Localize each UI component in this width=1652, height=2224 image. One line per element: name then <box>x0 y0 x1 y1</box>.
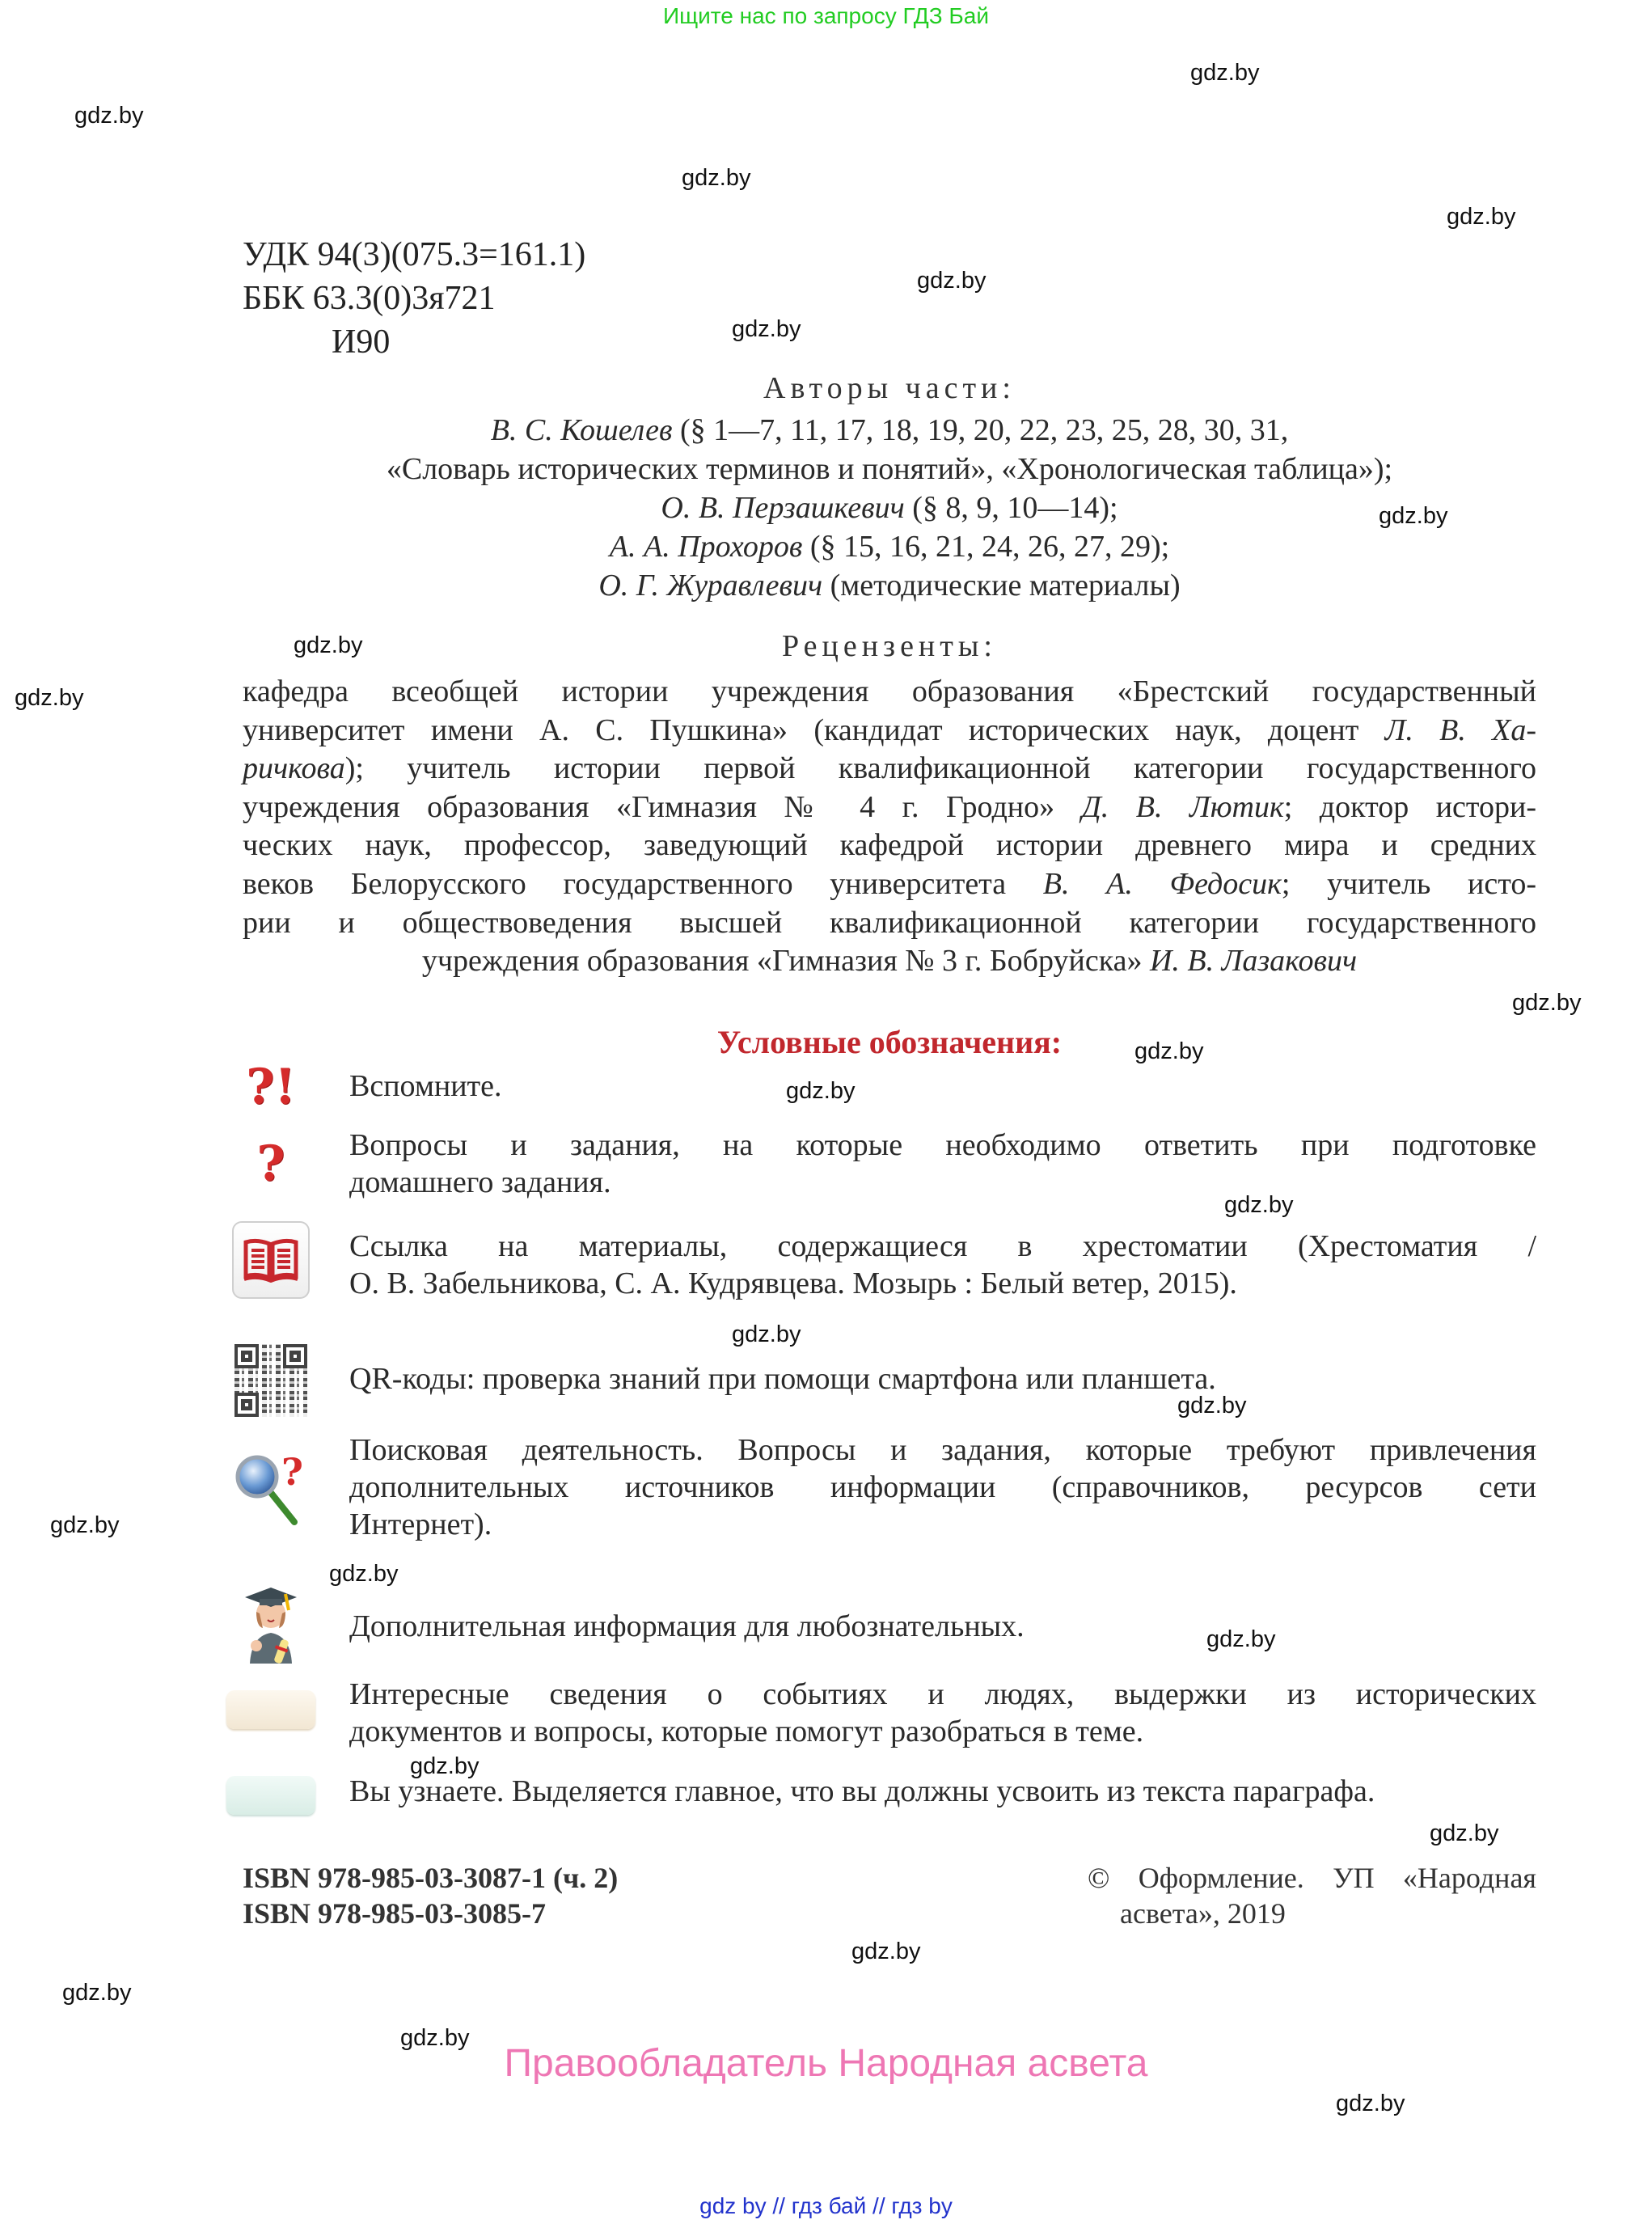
reviewer-line: рии и обществоведения высшей квалификационной категории государственного <box>243 905 1536 940</box>
rights-holder: Правообладатель Народная асвета <box>504 2042 1148 2085</box>
reviewer-line: университет имени А. С. Пушкина» (кандидат исторических наук, доцент Л. В. Ха- <box>243 712 1536 747</box>
watermark: gdz.by <box>1177 1393 1247 1419</box>
classification-codes <box>243 233 585 364</box>
magnifier-question-icon <box>226 1431 315 1545</box>
cream-swatch-icon <box>226 1685 315 1734</box>
reviewer-line: кафедра всеобщей истории учреждения образования «Брестский государственный <box>243 674 1536 708</box>
watermark: gdz.by <box>732 1321 801 1347</box>
reviewer-line: веков Белорусского государственного университета В. А. Федосик; учитель исто- <box>243 866 1536 901</box>
isbn-part: ISBN 978-985-03-3087-1 (ч. 2) <box>243 1862 619 1894</box>
watermark: gdz.by <box>1134 1038 1204 1064</box>
author-sign: И90 <box>332 323 391 361</box>
question-icon: ? <box>256 1135 285 1192</box>
reviewers-paragraph <box>243 673 1536 981</box>
watermark: gdz.by <box>682 165 751 191</box>
watermark: gdz.by <box>1430 1820 1499 1846</box>
author-line: «Словарь исторических терминов и понятий», «Хронологическая таблица»); <box>386 452 1393 486</box>
qr-code-icon <box>226 1342 315 1419</box>
watermark: gdz.by <box>1447 204 1516 230</box>
top-banner: Ищите нас по запросу ГДЗ Бай <box>662 3 990 28</box>
reviewers-heading: Рецензенты: <box>782 629 997 663</box>
copyright-block: © Оформление. УП «Народная асвета», 2019 <box>1088 1862 1536 1930</box>
svg-text:?: ? <box>281 1450 303 1494</box>
bbk-code: ББК 63.3(0)3я721 <box>243 280 496 317</box>
watermark: gdz.by <box>50 1512 120 1538</box>
exclamation-question-icon: ?! <box>246 1059 296 1115</box>
udk-code: УДК 94(3)(075.3=161.1) <box>243 236 586 273</box>
author-line: О. В. Перзашкевич (§ 8, 9, 10—14); <box>661 491 1118 525</box>
watermark: gdz.by <box>294 632 363 658</box>
graduate-icon <box>226 1575 315 1666</box>
watermark: gdz.by <box>1190 60 1260 86</box>
author-line: А. А. Прохоров (§ 15, 16, 21, 24, 26, 27, 29); <box>609 530 1170 564</box>
watermark: gdz.by <box>400 2025 470 2051</box>
watermark: gdz.by <box>851 1939 921 1964</box>
authors-heading: Авторы части: <box>763 371 1016 405</box>
isbn-set: ISBN 978-985-03-3085-7 <box>243 1897 546 1930</box>
book-icon <box>226 1220 315 1300</box>
watermark: gdz.by <box>1336 2091 1405 2116</box>
mint-swatch-icon <box>226 1771 315 1820</box>
authors-list <box>243 411 1536 605</box>
watermark: gdz.by <box>62 1980 132 2006</box>
watermark: gdz.by <box>410 1753 480 1779</box>
reviewer-line: учреждения образования «Гимназия № 3 г. Бобруйска» И. В. Лазакович <box>421 944 1358 979</box>
watermark: gdz.by <box>1512 990 1582 1016</box>
author-line: О. Г. Журавлевич (методические материалы) <box>598 569 1181 603</box>
legend-title: Условные обозначения: <box>716 1024 1063 1060</box>
author-line: В. С. Кошелев (§ 1—7, 11, 17, 18, 19, 20, 22, 23, 25, 28, 30, 31, <box>490 413 1289 447</box>
footer-links[interactable]: gdz by // гдз бай // гдз by <box>699 2193 953 2218</box>
reviewer-line: учреждения образования «Гимназия № 4 г. Гродно» Д. В. Лютик; доктор истори- <box>243 789 1536 824</box>
isbn-block <box>243 1860 618 1931</box>
reviewer-line: ческих наук, профессор, заведующий кафедрой истории древнего мира и средних <box>243 828 1536 863</box>
watermark: gdz.by <box>786 1078 856 1104</box>
watermark: gdz.by <box>732 316 801 342</box>
watermark: gdz.by <box>1224 1192 1294 1218</box>
reviewer-line: ричкова); учитель истории первой квалификационной категории государственного <box>243 751 1536 786</box>
watermark: gdz.by <box>15 685 84 711</box>
watermark: gdz.by <box>1206 1626 1276 1652</box>
watermark: gdz.by <box>1379 503 1448 529</box>
watermark: gdz.by <box>917 268 987 294</box>
watermark: gdz.by <box>74 103 144 129</box>
watermark: gdz.by <box>329 1561 399 1587</box>
